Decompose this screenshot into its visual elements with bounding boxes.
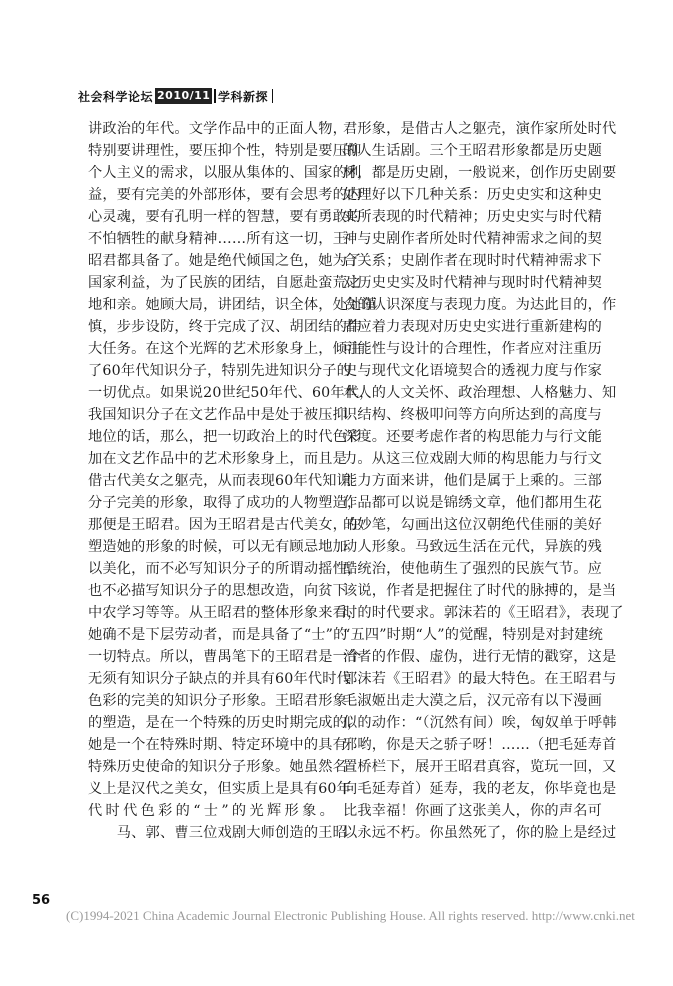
text-line: 塑造她的形象的时候，可以无有顾忌地加	[88, 539, 347, 555]
text-line: 力。从这三位戏剧大师的构思能力与行文	[343, 451, 602, 467]
text-line: 向毛延寿首）延寿，我的老友，你毕竟也是	[343, 781, 617, 797]
text-line: 以永远不朽。你虽然死了，你的脸上是经过	[343, 825, 617, 841]
text-line: 似的动作：“（沉然有间）唉，匈奴单于呼韩	[343, 715, 617, 731]
text-line: 加在文艺作品中的艺术形象身上，而且是	[88, 451, 347, 467]
text-line: 无须有知识分子缺点的并具有60年代时代	[88, 671, 352, 687]
text-line: 不怕牺牲的献身精神……所有这一切，王	[88, 231, 347, 247]
header-divider	[214, 89, 216, 103]
text-line: 昭君都具备了。她是绝代倾国之色，她为了	[88, 253, 362, 269]
text-line: 本人的人文关怀、政治理想、人格魅力、知	[343, 385, 617, 401]
text-line: 合的认识深度与表现力度。为达此目的，作	[343, 297, 617, 313]
text-line: 特殊历史使命的知识分子形象。她虽然名	[88, 759, 347, 775]
text-line: 大任务。在这个光辉的艺术形象身上，倾注	[88, 341, 362, 357]
text-line: 君形象，是借古人之躯壳，演作家所处时代	[343, 121, 617, 137]
text-line: 讲政治的年代。文学作品中的正面人物，	[88, 121, 347, 137]
text-line: 义上是汉代之美女，但实质上是具有60年	[88, 781, 352, 797]
text-line: 识结构、终极叩问等方向所达到的高度与	[343, 407, 602, 423]
text-line: 一切优点。如果说20世纪50年代、60年代，	[88, 385, 374, 401]
text-line: 国家利益，为了民族的团结，自愿赴蛮荒之	[88, 275, 362, 291]
text-line: “五四”时期“人”的觉醒，特别是对封建统	[343, 627, 604, 643]
text-line: 了60年代知识分子，特别先进知识分子的	[88, 363, 352, 379]
right-text-column	[343, 118, 624, 844]
text-line: 以美化，而不必写知识分子的所谓动摇性，	[88, 561, 362, 577]
text-line: 她确不是下层劳动者，而是具备了“士”的	[88, 627, 348, 643]
text-line: 郭沫若《王昭君》的最大特色。在王昭君与	[343, 671, 617, 687]
text-line: 中农学习等等。从王昭君的整体形象来看，	[88, 605, 362, 621]
text-line: 酷统治，使他萌生了强烈的民族气节。应	[343, 561, 602, 577]
text-line: 她是一个在特殊时期、特定环境中的具有	[88, 737, 347, 753]
copyright-watermark: (C)1994-2021 China Academic Journal Electronic Publishing House. All rights reserved. http://www.cnki.net	[66, 908, 635, 923]
text-line: 色彩的完美的知识分子形象。王昭君形象	[88, 693, 347, 709]
text-line: 治者的作假、虚伪，进行无情的戳穿，这是	[343, 649, 617, 665]
text-line: 比我幸福！你画了这张美人，你的声名可	[343, 803, 602, 819]
text-line: 能力方面来讲，他们是属于上乘的。三部	[343, 473, 602, 489]
text-line: 地和亲。她顾大局，讲团结，识全体，处处谨	[88, 297, 376, 313]
text-line: 个人主义的需求，以服从集体的、国家的利	[88, 165, 362, 181]
text-line: 邪哟，你是天之骄子呀！……（把毛延寿首	[343, 737, 617, 753]
text-line: 毛淑姬出走大漠之后，汉元帝有以下漫画	[343, 693, 602, 709]
text-line: 的塑造，是在一个特殊的历史时期完成的，	[88, 715, 362, 731]
text-line: 我国知识分子在文艺作品中是处于被压抑	[88, 407, 347, 423]
text-line: 也不必描写知识分子的思想改造，向贫下	[88, 583, 347, 599]
text-line: 置桥栏下，展开王昭君真容，览玩一回，又	[343, 759, 617, 775]
text-line: 可能性与设计的合理性，作者应对注重历	[343, 341, 602, 357]
text-line: 分子完美的形象，取得了成功的人物塑造，	[88, 495, 362, 511]
text-line: 深度。还要考虑作者的构思能力与行文能	[343, 429, 602, 445]
text-line: 那便是王昭君。因为王昭君是古代美女，在	[88, 517, 362, 533]
text-line: 一切特点。所以，曹禺笔下的王昭君是一个	[88, 649, 362, 665]
text-line: 的妙笔，勾画出这位汉朝绝代佳丽的美好	[343, 517, 602, 533]
text-line: 时的时代要求。郭沫若的《王昭君》，表现了	[343, 605, 624, 621]
text-line: 材，都是历史剧，一般说来，创作历史剧要	[343, 165, 617, 181]
text-line: 慎，步步设防，终于完成了汉、胡团结的伟	[88, 319, 362, 335]
text-line: 实所表现的时代精神；历史史实与时代精	[343, 209, 602, 225]
text-line: 处理好以下几种关系：历史史实和这种史	[343, 187, 602, 203]
text-line: 益，要有完美的外部形体，要有会思考的内	[88, 187, 362, 203]
text-line: 马、郭、曹三位戏剧大师创造的王昭	[88, 825, 347, 841]
text-line: 特别要讲理性，要压抑个性，特别是要压抑	[88, 143, 362, 159]
journal-name: 社会科学论坛	[78, 89, 154, 104]
text-line: 合关系；史剧作者在现时时代精神需求下	[343, 253, 602, 269]
text-line: 作品都可以说是锦绣文章，他们都用生花	[343, 495, 602, 511]
text-line: 对历史史实及时代精神与现时时代精神契	[343, 275, 602, 291]
header-divider-end	[272, 89, 274, 103]
running-header	[78, 88, 275, 104]
text-line: 地位的话，那么，把一切政治上的时代色彩	[88, 429, 362, 445]
text-line: 动人形象。马致远生活在元代，异族的残	[343, 539, 602, 555]
text-line: 的人生话剧。三个王昭君形象都是历史题	[343, 143, 602, 159]
text-line: 借古代美女之躯壳，从而表现60年代知识	[88, 473, 352, 489]
page-number: 56	[32, 893, 51, 908]
text-line: 心灵魂，要有孔明一样的智慧，要有勇敢的	[88, 209, 362, 225]
text-line: 代时代色彩的“士”的光辉形象。	[88, 803, 334, 819]
section-name: 学科新探	[217, 89, 268, 104]
left-text-column	[88, 118, 376, 844]
text-line: 该说，作者是把握住了时代的脉搏的，是当	[343, 583, 617, 599]
issue-badge: 2010/11	[157, 89, 211, 102]
text-line: 者应着力表现对历史史实进行重新建构的	[343, 319, 602, 335]
text-line: 史与现代文化语境契合的透视力度与作家	[343, 363, 602, 379]
text-line: 神与史剧作者所处时代精神需求之间的契	[343, 231, 602, 247]
